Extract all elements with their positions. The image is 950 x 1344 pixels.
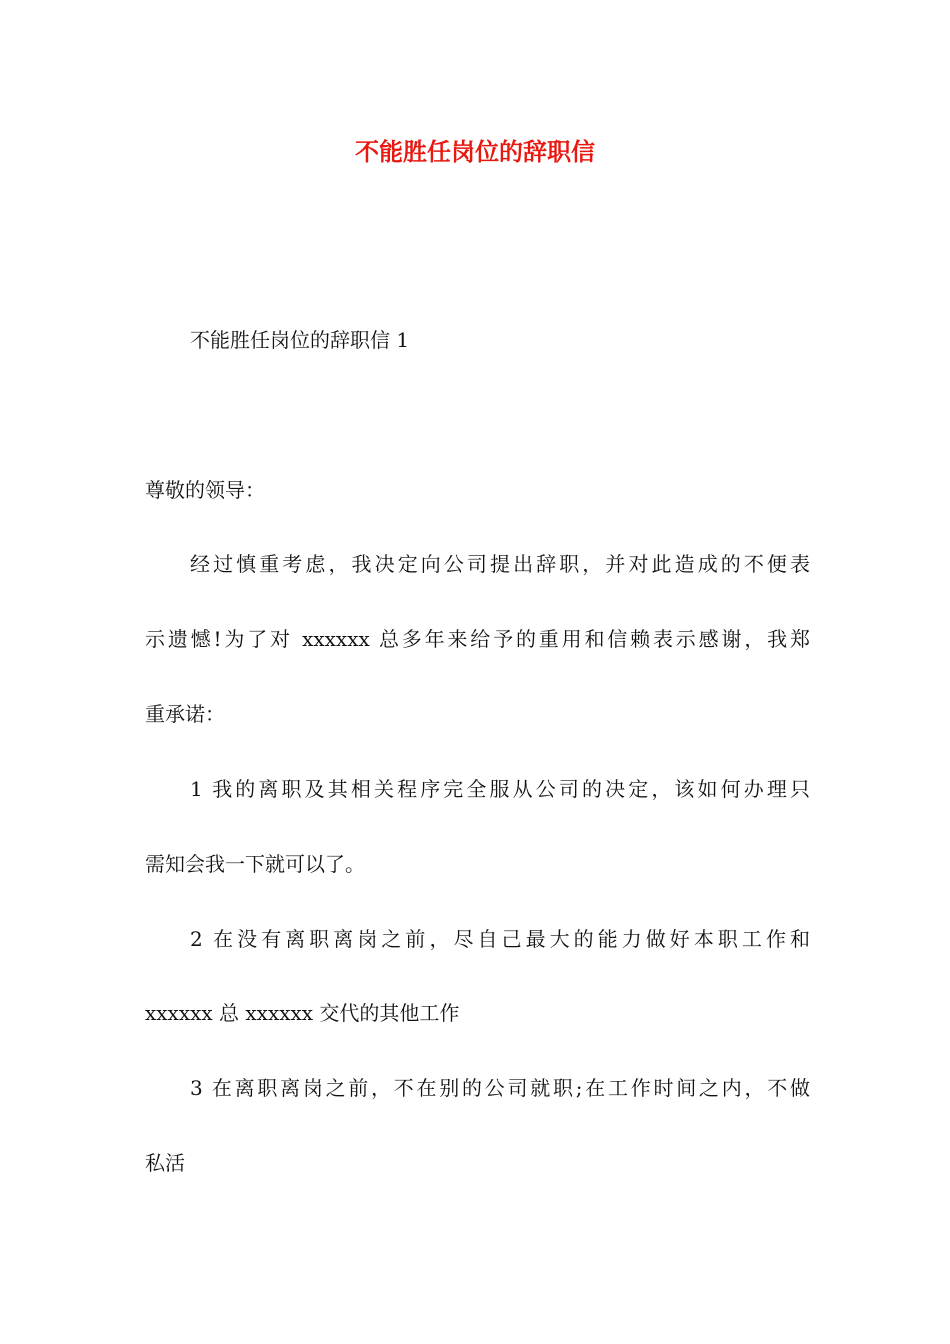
paragraph-line: 示遗憾!为了对 xxxxxx 总多年来给予的重用和信赖表示感谢，我郑 bbox=[145, 627, 810, 651]
paragraph-line: 重承诺： bbox=[145, 702, 225, 726]
paragraph-line: 经过慎重考虑，我决定向公司提出辞职，并对此造成的不便表 bbox=[190, 552, 810, 576]
document-title: 不能胜任岗位的辞职信 bbox=[355, 137, 595, 166]
paragraph-line: 私活 bbox=[145, 1151, 185, 1175]
section-heading: 不能胜任岗位的辞职信 1 bbox=[190, 328, 410, 352]
paragraph-line: xxxxxx 总 xxxxxx 交代的其他工作 bbox=[145, 1001, 460, 1025]
paragraph-line: 需知会我一下就可以了。 bbox=[145, 852, 365, 876]
paragraph-line: 1 我的离职及其相关程序完全服从公司的决定，该如何办理只 bbox=[190, 777, 810, 801]
salutation: 尊敬的领导： bbox=[145, 478, 265, 502]
paragraph-line: 3 在离职离岗之前，不在别的公司就职;在工作时间之内，不做 bbox=[190, 1076, 810, 1100]
paragraph-line: 2 在没有离职离岗之前，尽自己最大的能力做好本职工作和 bbox=[190, 927, 810, 951]
